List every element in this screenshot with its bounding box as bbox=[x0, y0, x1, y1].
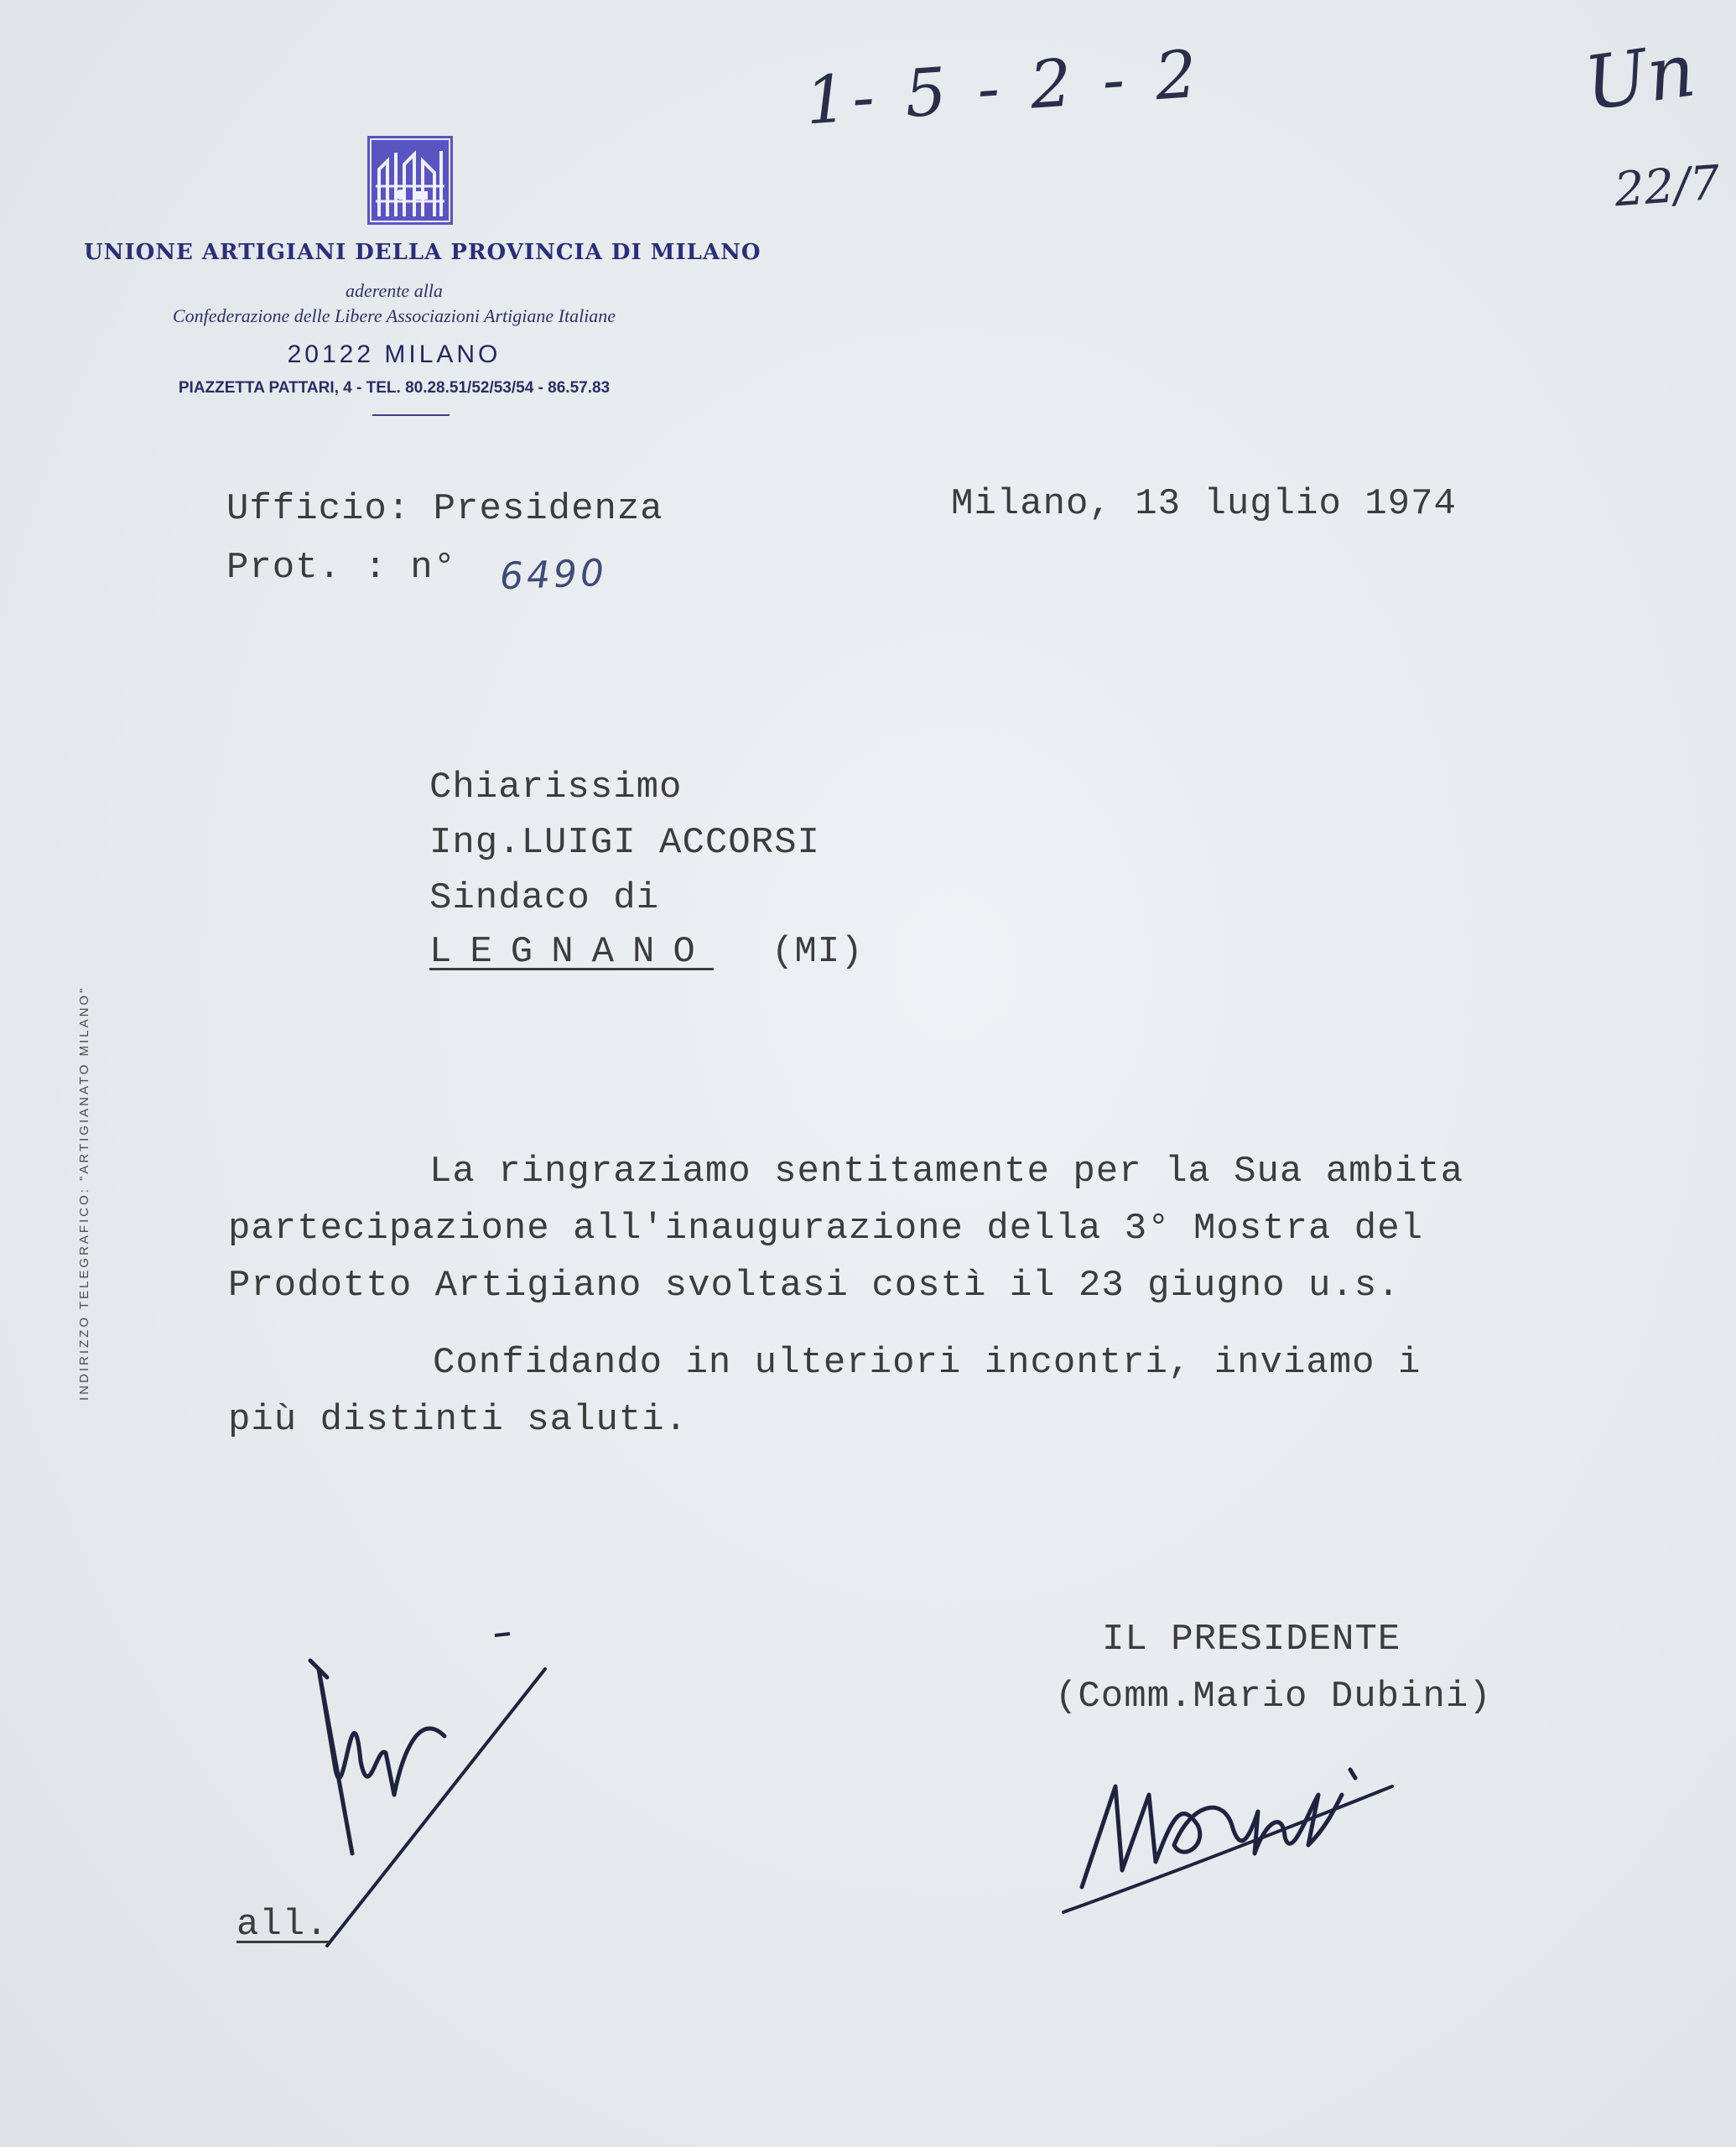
enclosure-note: all. bbox=[236, 1904, 329, 1946]
signatory-name: (Comm.Mario Dubini) bbox=[1055, 1676, 1492, 1718]
organization-name: UNIONE ARTIGIANI DELLA PROVINCIA DI MILANO bbox=[84, 240, 761, 265]
organization-logo-icon bbox=[367, 136, 453, 225]
protocol-number: 6490 bbox=[499, 551, 608, 599]
telegraphic-address: INDIRIZZO TELEGRAFICO: "ARTIGIANATO MILANO" bbox=[77, 985, 91, 1401]
protocol-label: Prot. : n° bbox=[226, 547, 457, 589]
recipient-province: (MI) bbox=[772, 931, 864, 973]
recipient-salutation: Chiarissimo bbox=[429, 767, 683, 808]
letter-date: Milano, 13 luglio 1974 bbox=[951, 483, 1457, 525]
president-signature bbox=[1057, 1744, 1392, 1929]
letterhead-city: 20122 MILANO bbox=[287, 341, 502, 368]
office-line: Ufficio: Presidenza bbox=[226, 488, 663, 530]
affiliation-line-1: aderente alla bbox=[346, 280, 443, 301]
handwritten-reference-numbers: 1- 5 - 2 - 2 bbox=[803, 36, 1205, 140]
recipient-name: Ing.LUIGI ACCORSI bbox=[429, 822, 820, 864]
letterhead-divider bbox=[372, 414, 450, 416]
recipient-role: Sindaco di bbox=[429, 877, 660, 919]
recipient-city: LEGNANO bbox=[429, 931, 714, 973]
body-paragraph-1-line-2: partecipazione all'inaugurazione della 3° Mostra del bbox=[228, 1208, 1424, 1250]
handwritten-date: 22/7 bbox=[1612, 155, 1722, 218]
body-paragraph-1-line-1: La ringraziamo sentitamente per la Sua ambita bbox=[429, 1151, 1464, 1193]
affiliation-line-2: Confederazione delle Libere Associazioni Artigiane Italiane bbox=[172, 305, 616, 326]
handwritten-initials: Un bbox=[1579, 26, 1701, 127]
letterhead-address: PIAZZETTA PATTARI, 4 - TEL. 80.28.51/52/53/54 - 86.57.83 bbox=[178, 379, 611, 397]
signatory-title: IL PRESIDENTE bbox=[1102, 1619, 1401, 1661]
body-paragraph-2-line-2: più distinti saluti. bbox=[228, 1399, 689, 1441]
initials-signature bbox=[302, 1644, 554, 1962]
body-paragraph-2-line-1: Confidando in ulteriori incontri, inviamo i bbox=[433, 1342, 1422, 1384]
body-paragraph-1-line-3: Prodotto Artigiano svoltasi costì il 23 giugno u.s. bbox=[228, 1265, 1401, 1307]
